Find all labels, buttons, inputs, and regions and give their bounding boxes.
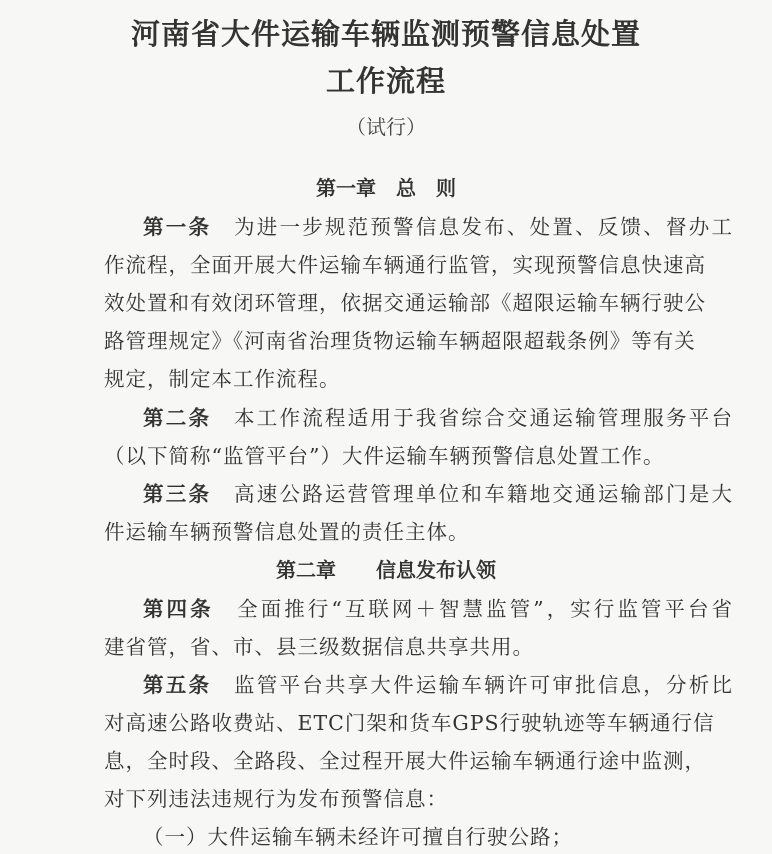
article-5-line-2: 对高速公路收费站、ETC门架和货车GPS行驶轨迹等车辆通行信 bbox=[104, 711, 715, 735]
article-4-label: 第四条 bbox=[143, 597, 214, 621]
article-1-line-3: 效处置和有效闭环管理，依据交通运输部《超限运输车辆行驶公 bbox=[104, 291, 706, 315]
article-2-line-2: （以下简称“监管平台”）大件运输车辆预警信息处置工作。 bbox=[104, 444, 665, 468]
article-4-line-2: 建省管，省、市、县三级数据信息共享共用。 bbox=[104, 635, 534, 659]
article-1-line-4: 路管理规定》《河南省治理货物运输车辆超限超载条例》等有关 bbox=[104, 329, 696, 353]
article-1-label: 第一条 bbox=[143, 215, 212, 239]
article-4-line-1 bbox=[143, 592, 733, 622]
article-3-label: 第三条 bbox=[143, 482, 212, 506]
article-5-label: 第五条 bbox=[143, 673, 212, 697]
article-3-line-1 bbox=[143, 477, 733, 507]
chapter-heading-1: 第一章 总 则 bbox=[316, 176, 456, 200]
article-2-line-1 bbox=[143, 401, 733, 431]
document-title-line2: 工作流程 bbox=[325, 64, 446, 98]
list-item-1: （一）大件运输车辆未经许可擅自行驶公路； bbox=[143, 825, 573, 849]
document-subtitle: （试行） bbox=[346, 115, 426, 139]
article-4-text-1: 全面推行“互联网＋智慧监管”，实行监管平台省 bbox=[213, 597, 733, 621]
article-2-label: 第二条 bbox=[143, 406, 212, 430]
article-1-line-2: 作流程，全面开展大件运输车辆通行监管，实现预警信息快速高 bbox=[104, 253, 706, 277]
article-2-text-1: 本工作流程适用于我省综合交通运输管理服务平台 bbox=[211, 406, 734, 430]
article-5-line-3: 息，全时段、全路段、全过程开展大件运输车辆通行途中监测， bbox=[104, 749, 706, 773]
article-3-text-1: 高速公路运营管理单位和车籍地交通运输部门是大 bbox=[211, 482, 734, 506]
article-3-line-2: 件运输车辆预警信息处置的责任主体。 bbox=[104, 520, 470, 544]
document-title-line1: 河南省大件运输车辆监测预警信息处置 bbox=[130, 17, 641, 51]
article-1-line-1 bbox=[143, 210, 733, 240]
article-5-line-4: 对下列违法违规行为发布预警信息： bbox=[104, 787, 448, 811]
article-1-text-1: 为进一步规范预警信息发布、处置、反馈、督办工 bbox=[211, 215, 734, 239]
article-1-line-5: 规定，制定本工作流程。 bbox=[104, 367, 341, 391]
article-5-text-1: 监管平台共享大件运输车辆许可审批信息，分析比 bbox=[211, 673, 734, 697]
article-5-line-1 bbox=[143, 668, 733, 698]
chapter-heading-2: 第二章 信息发布认领 bbox=[276, 558, 496, 582]
